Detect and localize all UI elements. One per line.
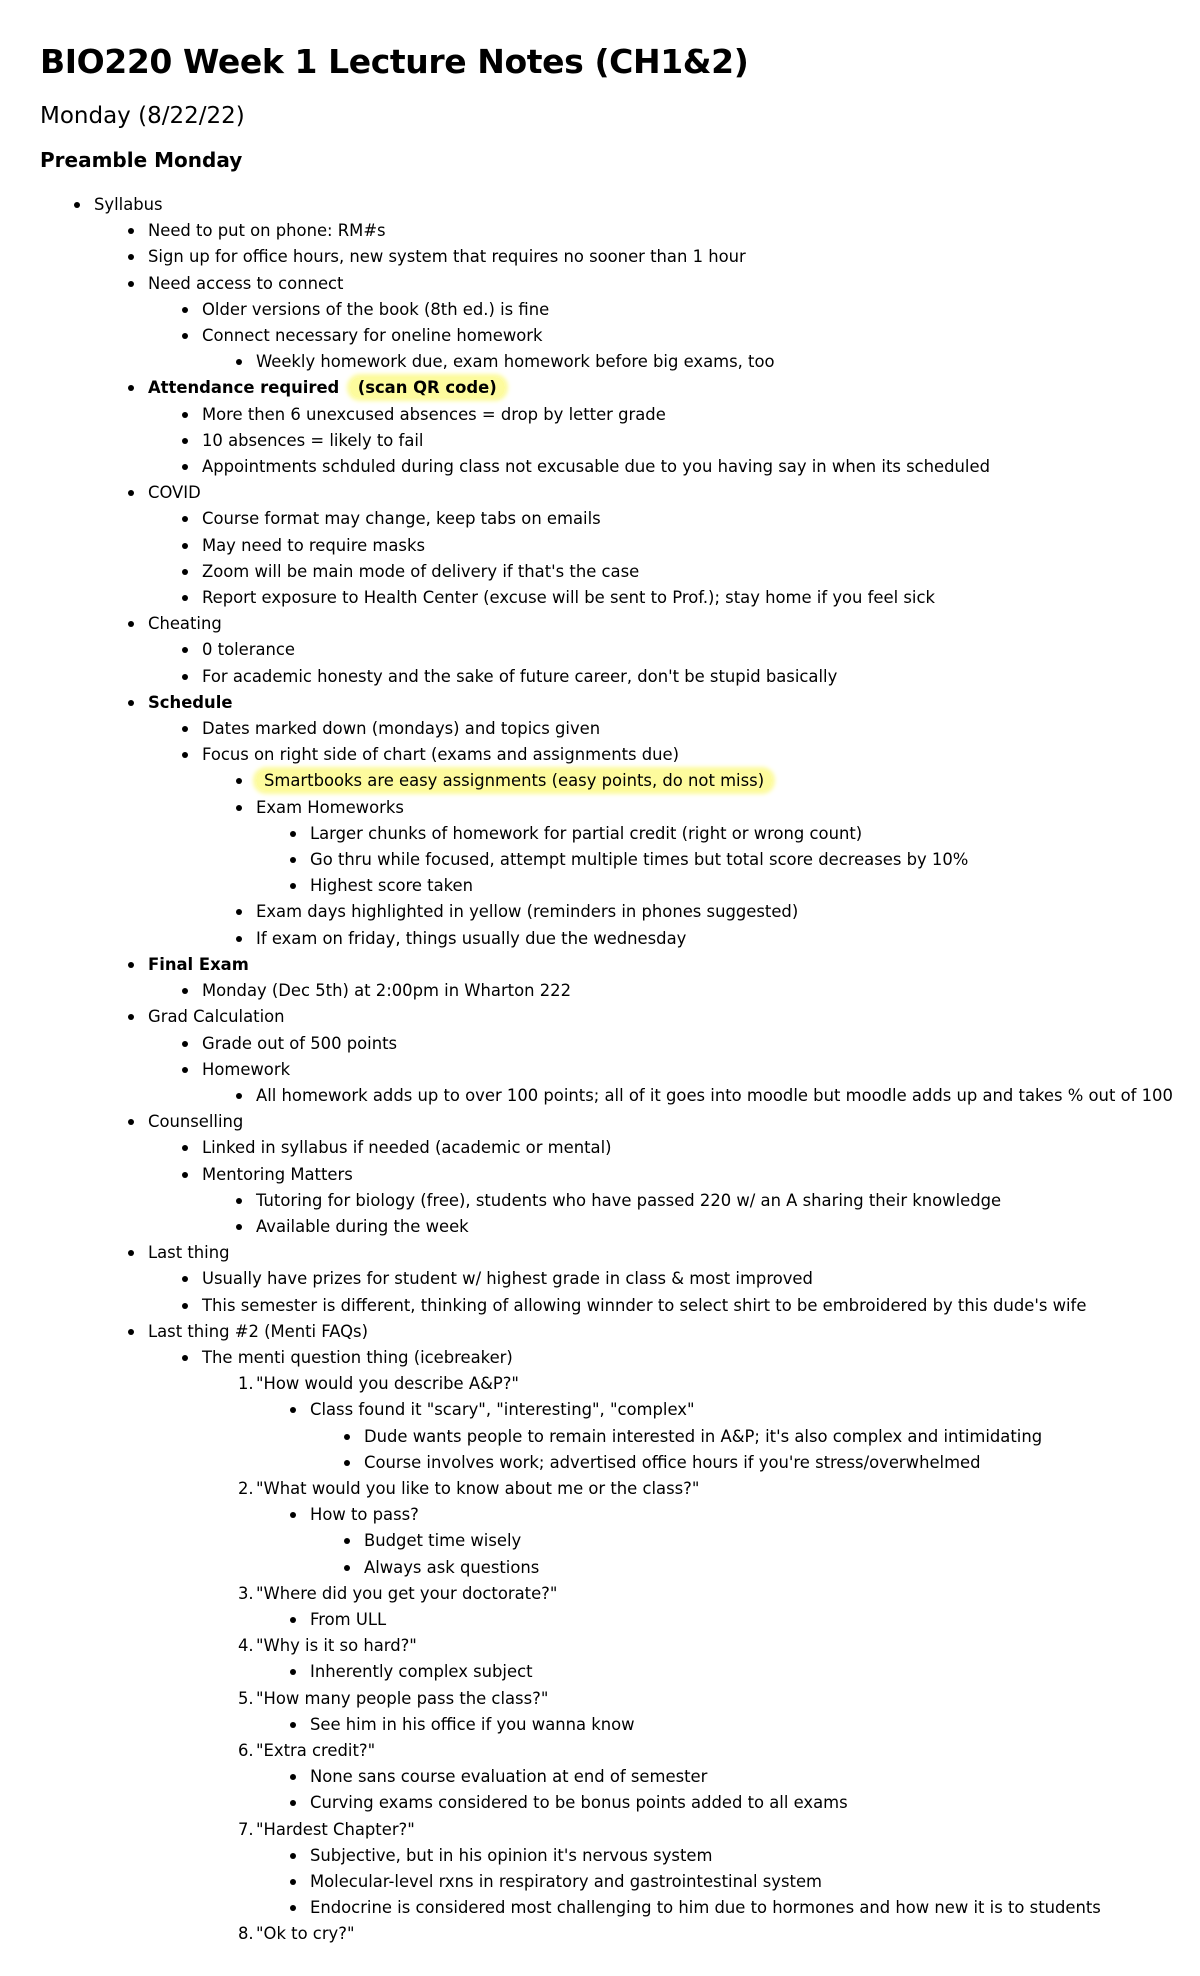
item-text: Connect necessary for oneline homework [202, 326, 543, 346]
list-item [40, 218, 1200, 244]
item-number: 6. [238, 1740, 254, 1760]
list-item [40, 1162, 1200, 1188]
list-item [40, 1135, 1200, 1161]
notes-outline [40, 192, 1200, 1948]
item-text: Larger chunks of homework for partial credit (right or wrong count) [310, 823, 863, 843]
list-item [40, 585, 1200, 611]
item-text: Last thing #2 (Menti FAQs) [148, 1321, 368, 1341]
item-number: 7. [238, 1819, 254, 1839]
list-item [40, 847, 1200, 873]
list-item [40, 873, 1200, 899]
item-text-bold: Final Exam [148, 954, 249, 974]
item-text: Appointments schduled during class not excusable due to you having say in when its scheduled [202, 457, 990, 477]
item-text-bold: Attendance required [148, 378, 340, 398]
list-item [40, 1712, 1200, 1738]
item-text: "Why is it so hard?" [256, 1636, 417, 1656]
item-text: Syllabus [94, 195, 163, 214]
list-item [40, 1869, 1200, 1895]
list-item [40, 1109, 1200, 1135]
list-item [40, 428, 1200, 454]
item-text: Report exposure to Health Center (excuse will be sent to Prof.); stay home if you feel sick [202, 588, 935, 608]
list-item [40, 1319, 1200, 1345]
list-item [40, 192, 1200, 218]
list-item [40, 533, 1200, 559]
list-item [40, 559, 1200, 585]
item-text: Molecular-level rxns in respiratory and gastrointestinal system [310, 1872, 823, 1891]
numbered-item [40, 1371, 1200, 1397]
item-text: Highest score taken [310, 876, 474, 896]
highlighted-text: (scan QR code) [350, 377, 505, 398]
item-text: Grade out of 500 points [202, 1033, 398, 1053]
item-text: Counselling [148, 1112, 244, 1132]
item-text: Class found it "scary", "interesting", "complex" [310, 1400, 695, 1420]
date-heading: Monday (8/22/22) [40, 103, 245, 129]
numbered-item [40, 1921, 1200, 1947]
document-title: BIO220 Week 1 Lecture Notes (CH1&2) [40, 42, 749, 81]
highlighted-text: Smartbooks are easy assignments (easy points, do not miss) [256, 770, 772, 791]
item-text: Grad Calculation [148, 1007, 285, 1027]
item-text: Budget time wisely [364, 1531, 522, 1551]
item-text: Need access to connect [148, 273, 344, 293]
item-number: 2. [238, 1478, 254, 1498]
list-item [40, 926, 1200, 952]
item-text: Weekly homework due, exam homework before big exams, too [256, 352, 775, 372]
item-text: Curving exams considered to be bonus points added to all exams [310, 1793, 848, 1813]
numbered-item [40, 1476, 1200, 1502]
list-item [40, 1083, 1200, 1109]
list-item [40, 1607, 1200, 1633]
list-item [40, 690, 1200, 716]
item-text: Subjective, but in his opinion it's nervous system [310, 1845, 713, 1865]
item-text: How to pass? [310, 1505, 419, 1525]
item-text: Dates marked down (mondays) and topics given [202, 719, 601, 739]
numbered-item [40, 1817, 1200, 1843]
list-item [40, 323, 1200, 349]
list-item [40, 716, 1200, 742]
item-text: Need to put on phone: RM#s [148, 221, 386, 241]
item-text: Linked in syllabus if needed (academic or mental) [202, 1138, 612, 1158]
item-text: Always ask questions [364, 1557, 540, 1577]
list-item [40, 480, 1200, 506]
list-item [40, 1266, 1200, 1292]
list-item [40, 1764, 1200, 1790]
item-text: "Extra credit?" [256, 1740, 376, 1760]
item-text: 10 absences = likely to fail [202, 430, 424, 450]
numbered-item [40, 1633, 1200, 1659]
list-item [40, 742, 1200, 768]
list-item [40, 1397, 1200, 1423]
item-text: Tutoring for biology (free), students who have passed 220 w/ an A sharing their knowledge [256, 1190, 1002, 1210]
item-text: Course format may change, keep tabs on emails [202, 509, 601, 529]
item-text: Focus on right side of chart (exams and assignments due) [202, 745, 680, 765]
item-text: This semester is different, thinking of allowing winnder to select shirt to be embroidered by this dude's wife [202, 1295, 1087, 1315]
list-item [40, 454, 1200, 480]
list-item [40, 375, 1200, 401]
item-text: Zoom will be main mode of delivery if that's the case [202, 561, 640, 581]
list-item [40, 1790, 1200, 1816]
list-item [40, 1240, 1200, 1266]
item-text: "Ok to cry?" [256, 1924, 355, 1944]
item-text: None sans course evaluation at end of semester [310, 1767, 708, 1787]
list-item [40, 899, 1200, 925]
item-text: Mentoring Matters [202, 1164, 353, 1184]
item-text: Go thru while focused, attempt multiple times but total score decreases by 10% [310, 850, 969, 870]
list-item [40, 768, 1200, 794]
item-text: Sign up for office hours, new system that requires no sooner than 1 hour [148, 247, 746, 267]
list-item [40, 1843, 1200, 1869]
item-text: "How many people pass the class?" [256, 1688, 549, 1708]
item-number: 3. [238, 1583, 254, 1603]
item-text: Last thing [148, 1243, 230, 1263]
item-text: Available during the week [256, 1216, 469, 1236]
item-number: 8. [238, 1924, 254, 1944]
item-text-bold: Schedule [148, 692, 233, 712]
item-number: 4. [238, 1636, 254, 1656]
item-text: "Hardest Chapter?" [256, 1819, 415, 1839]
item-text: See him in his office if you wanna know [310, 1714, 635, 1734]
list-item [40, 637, 1200, 663]
list-item [40, 952, 1200, 978]
list-item [40, 1450, 1200, 1476]
list-item [40, 1214, 1200, 1240]
list-item [40, 1895, 1200, 1921]
list-item [40, 1004, 1200, 1030]
list-item [40, 795, 1200, 821]
item-text: Monday (Dec 5th) at 2:00pm in Wharton 222 [202, 981, 572, 1001]
item-text: From ULL [310, 1609, 387, 1629]
item-text: Exam days highlighted in yellow (reminders in phones suggested) [256, 902, 799, 922]
list-item [40, 271, 1200, 297]
list-item [40, 1424, 1200, 1450]
item-text: Older versions of the book (8th ed.) is fine [202, 299, 550, 319]
list-item [40, 1188, 1200, 1214]
item-text: Usually have prizes for student w/ highest grade in class & most improved [202, 1269, 813, 1289]
list-item [40, 1345, 1200, 1371]
item-text: The menti question thing (icebreaker) [202, 1347, 513, 1367]
item-text: May need to require masks [202, 535, 425, 555]
section-subheading: Preamble Monday [40, 148, 243, 172]
numbered-item [40, 1581, 1200, 1607]
list-item [40, 244, 1200, 270]
list-item [40, 978, 1200, 1004]
numbered-item [40, 1738, 1200, 1764]
list-item [40, 611, 1200, 637]
item-text: If exam on friday, things usually due the wednesday [256, 928, 687, 948]
item-text: All homework adds up to over 100 points; all of it goes into moodle but moodle adds up and takes % out of 100 [256, 1085, 1173, 1105]
list-item [40, 664, 1200, 690]
numbered-item [40, 1686, 1200, 1712]
item-number: 5. [238, 1688, 254, 1708]
list-item [40, 402, 1200, 428]
list-item [40, 506, 1200, 532]
list-item [40, 1057, 1200, 1083]
item-text: Dude wants people to remain interested in A&P; it's also complex and intimidating [364, 1426, 1043, 1446]
list-item [40, 1659, 1200, 1685]
item-text: Exam Homeworks [256, 797, 404, 817]
item-text: "What would you like to know about me or the class?" [256, 1478, 700, 1498]
list-item [40, 297, 1200, 323]
item-text: More then 6 unexcused absences = drop by letter grade [202, 404, 666, 424]
item-text: Endocrine is considered most challenging to him due to hormones and how new it is to students [310, 1898, 1101, 1918]
item-text: "How would you describe A&P?" [256, 1374, 519, 1394]
item-text: COVID [148, 483, 201, 503]
list-item [40, 1293, 1200, 1319]
list-item [40, 821, 1200, 847]
item-text: Cheating [148, 614, 222, 634]
list-item [40, 1031, 1200, 1057]
list-item [40, 1528, 1200, 1554]
item-text: For academic honesty and the sake of future career, don't be stupid basically [202, 666, 838, 686]
item-number: 1. [238, 1374, 254, 1394]
item-text: Course involves work; advertised office hours if you're stress/overwhelmed [364, 1452, 981, 1472]
item-text: 0 tolerance [202, 640, 295, 660]
item-text: Inherently complex subject [310, 1662, 533, 1682]
list-item [40, 1555, 1200, 1581]
item-text: "Where did you get your doctorate?" [256, 1583, 558, 1603]
list-item [40, 349, 1200, 375]
list-item [40, 1502, 1200, 1528]
item-text: Homework [202, 1059, 291, 1079]
